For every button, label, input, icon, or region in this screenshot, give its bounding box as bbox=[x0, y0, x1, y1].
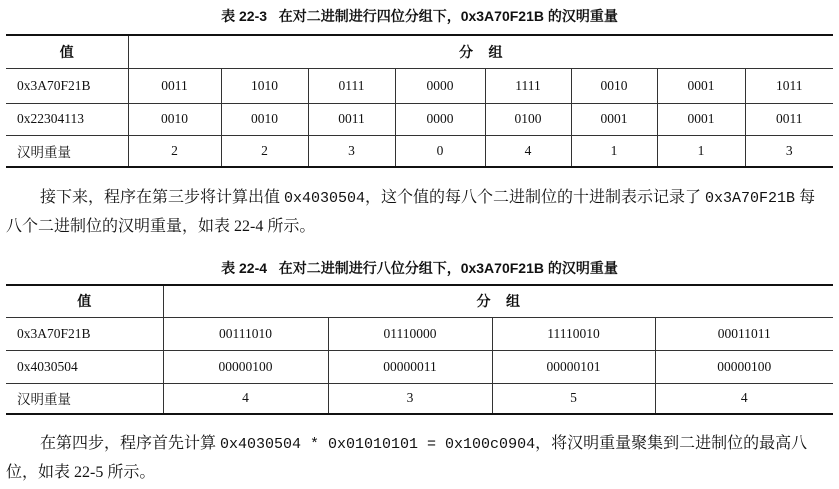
text-run: 在第四步，程序首先计算 bbox=[40, 435, 221, 452]
table-cell: 0001 bbox=[571, 103, 657, 135]
table-row bbox=[6, 383, 833, 414]
table-cell: 2 bbox=[128, 135, 221, 167]
table-row bbox=[6, 135, 833, 167]
row-label: 汉明重量 bbox=[6, 383, 163, 414]
table-cell: 00000101 bbox=[492, 350, 655, 383]
row-label: 0x3A70F21B bbox=[6, 68, 128, 103]
table-cell: 00111010 bbox=[163, 317, 328, 350]
table-caption: 表 22-3 在对二进制进行四位分组下，0x3A70F21B 的汉明重量 bbox=[221, 8, 618, 24]
text-run: ，将汉明重量聚集到二进制位的最高八位，如表 22-5 所示。 bbox=[6, 435, 808, 481]
hamming-table-8bit bbox=[6, 284, 833, 415]
table-cell: 3 bbox=[308, 135, 395, 167]
table-cell: 1011 bbox=[745, 68, 833, 103]
table-cell: 00000100 bbox=[163, 350, 328, 383]
table-row bbox=[6, 317, 833, 350]
table-cell: 0100 bbox=[485, 103, 571, 135]
table-row bbox=[6, 350, 833, 383]
table-row bbox=[6, 103, 833, 135]
text-run: 接下来，程序在第三步将计算出值 bbox=[40, 189, 285, 206]
table-cell: 00000011 bbox=[328, 350, 492, 383]
row-label: 0x3A70F21B bbox=[6, 317, 163, 350]
table-cell: 0011 bbox=[745, 103, 833, 135]
table-row bbox=[6, 68, 833, 103]
table-cell: 3 bbox=[745, 135, 833, 167]
row-label: 0x22304113 bbox=[6, 103, 128, 135]
table-cell: 0011 bbox=[308, 103, 395, 135]
table-cell: 0001 bbox=[657, 68, 745, 103]
table-cell: 1010 bbox=[221, 68, 308, 103]
table-cell: 01110000 bbox=[328, 317, 492, 350]
table-caption: 表 22-4 在对二进制进行八位分组下，0x3A70F21B 的汉明重量 bbox=[221, 260, 618, 276]
table-cell: 0001 bbox=[657, 103, 745, 135]
code-value: 0x4030504 bbox=[284, 190, 366, 207]
table-cell: 0000 bbox=[395, 68, 485, 103]
body-paragraph bbox=[6, 430, 828, 487]
group-header: 分 组 bbox=[163, 285, 833, 317]
table-cell: 0010 bbox=[221, 103, 308, 135]
table-cell: 00011011 bbox=[655, 317, 833, 350]
table-cell: 0010 bbox=[128, 103, 221, 135]
table-cell: 00000100 bbox=[655, 350, 833, 383]
value-header: 值 bbox=[6, 285, 163, 317]
table-cell: 4 bbox=[163, 383, 328, 414]
body-paragraph bbox=[6, 184, 828, 241]
code-value: 0x4030504 * 0x01010101 = 0x100c0904 bbox=[220, 436, 536, 453]
table-cell: 2 bbox=[221, 135, 308, 167]
code-value: 0x3A70F21B bbox=[705, 190, 796, 207]
table-cell: 1 bbox=[657, 135, 745, 167]
hamming-table-4bit bbox=[6, 34, 833, 168]
row-label: 汉明重量 bbox=[6, 135, 128, 167]
table-cell: 0011 bbox=[128, 68, 221, 103]
table-cell: 1 bbox=[571, 135, 657, 167]
text-run: 每八个二进制位的汉明重量，如表 22-4 所示。 bbox=[6, 189, 816, 235]
table-cell: 4 bbox=[655, 383, 833, 414]
value-header: 值 bbox=[6, 35, 128, 68]
table-cell: 0000 bbox=[395, 103, 485, 135]
group-header: 分 组 bbox=[128, 35, 833, 68]
table-cell: 0010 bbox=[571, 68, 657, 103]
table-cell: 11110010 bbox=[492, 317, 655, 350]
table-cell: 4 bbox=[485, 135, 571, 167]
row-label: 0x4030504 bbox=[6, 350, 163, 383]
table-cell: 1111 bbox=[485, 68, 571, 103]
table-cell: 5 bbox=[492, 383, 655, 414]
table-cell: 0 bbox=[395, 135, 485, 167]
table-cell: 3 bbox=[328, 383, 492, 414]
table-cell: 0111 bbox=[308, 68, 395, 103]
text-run: ，这个值的每八个二进制位的十进制表示记录了 bbox=[365, 189, 706, 206]
